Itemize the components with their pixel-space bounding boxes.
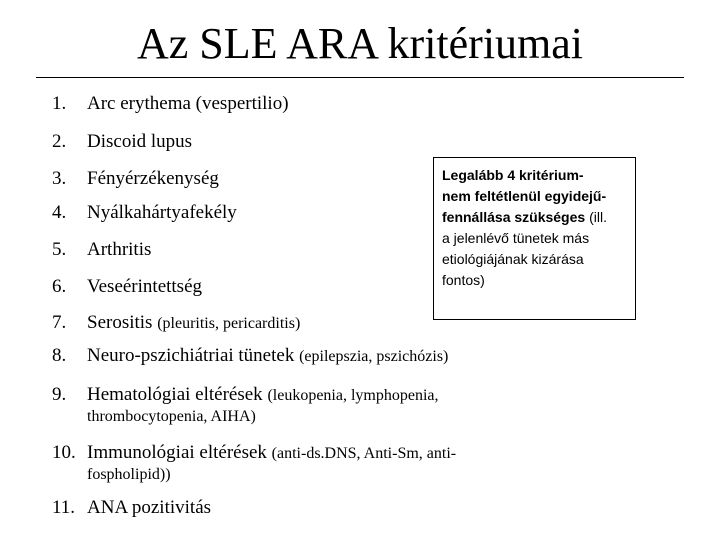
note-bold-line: Legalább 4 kritérium- — [442, 167, 584, 183]
criterion-number: 6. — [52, 276, 67, 297]
criterion-text: Neuro-pszichiátriai tünetek — [87, 345, 295, 366]
criterion-text: Veseérintettség — [87, 276, 203, 297]
criterion-text: Serositis — [87, 312, 153, 333]
criterion-text: Fényérzékenység — [87, 168, 219, 189]
criterion-number: 8. — [52, 345, 67, 366]
criterion-text: Nyálkahártyafekély — [87, 202, 237, 223]
criterion-number: 4. — [52, 202, 67, 223]
criterion-number: 3. — [52, 168, 67, 189]
criterion-detail: (leukopenia, lymphopenia, — [267, 387, 439, 404]
criterion-text: Hematológiai eltérések — [87, 384, 263, 405]
criterion-detail: (anti-ds.DNS, Anti-Sm, anti- — [271, 445, 457, 462]
criterion-number: 11. — [52, 497, 76, 518]
criterion-number: 10. — [52, 442, 76, 463]
note-line: etiológiájának kizárása — [442, 251, 584, 267]
criterion-number: 1. — [52, 93, 67, 114]
criterion-text: Immunológiai eltérések — [87, 442, 267, 463]
criterion-number: 7. — [52, 312, 67, 333]
criterion-detail: (epilepszia, pszichózis) — [299, 348, 449, 365]
note-line: (ill. — [589, 209, 607, 225]
criterion-number: 5. — [52, 239, 67, 260]
note-box — [433, 157, 636, 320]
criterion-text: Arc erythema (vespertilio) — [87, 93, 289, 114]
note-bold-line: fennállása szükséges — [442, 209, 586, 225]
criterion-detail-continuation: thrombocytopenia, AIHA) — [87, 408, 256, 425]
title-divider — [36, 77, 684, 78]
criterion-text: Discoid lupus — [87, 131, 193, 152]
criterion-number: 2. — [52, 131, 67, 152]
note-bold-line: nem feltétlenül egyidejű- — [442, 188, 607, 204]
note-line: a jelenlévő tünetek más — [442, 230, 590, 246]
criterion-text: Arthritis — [87, 239, 152, 260]
criterion-detail-continuation: fospholipid)) — [87, 466, 171, 483]
criterion-number: 9. — [52, 384, 67, 405]
note-line: fontos) — [442, 272, 485, 288]
criterion-text: ANA pozitivitás — [87, 497, 212, 518]
page-title: Az SLE ARA kritériumai — [136, 19, 584, 68]
criterion-detail: (pleuritis, pericarditis) — [157, 315, 301, 332]
